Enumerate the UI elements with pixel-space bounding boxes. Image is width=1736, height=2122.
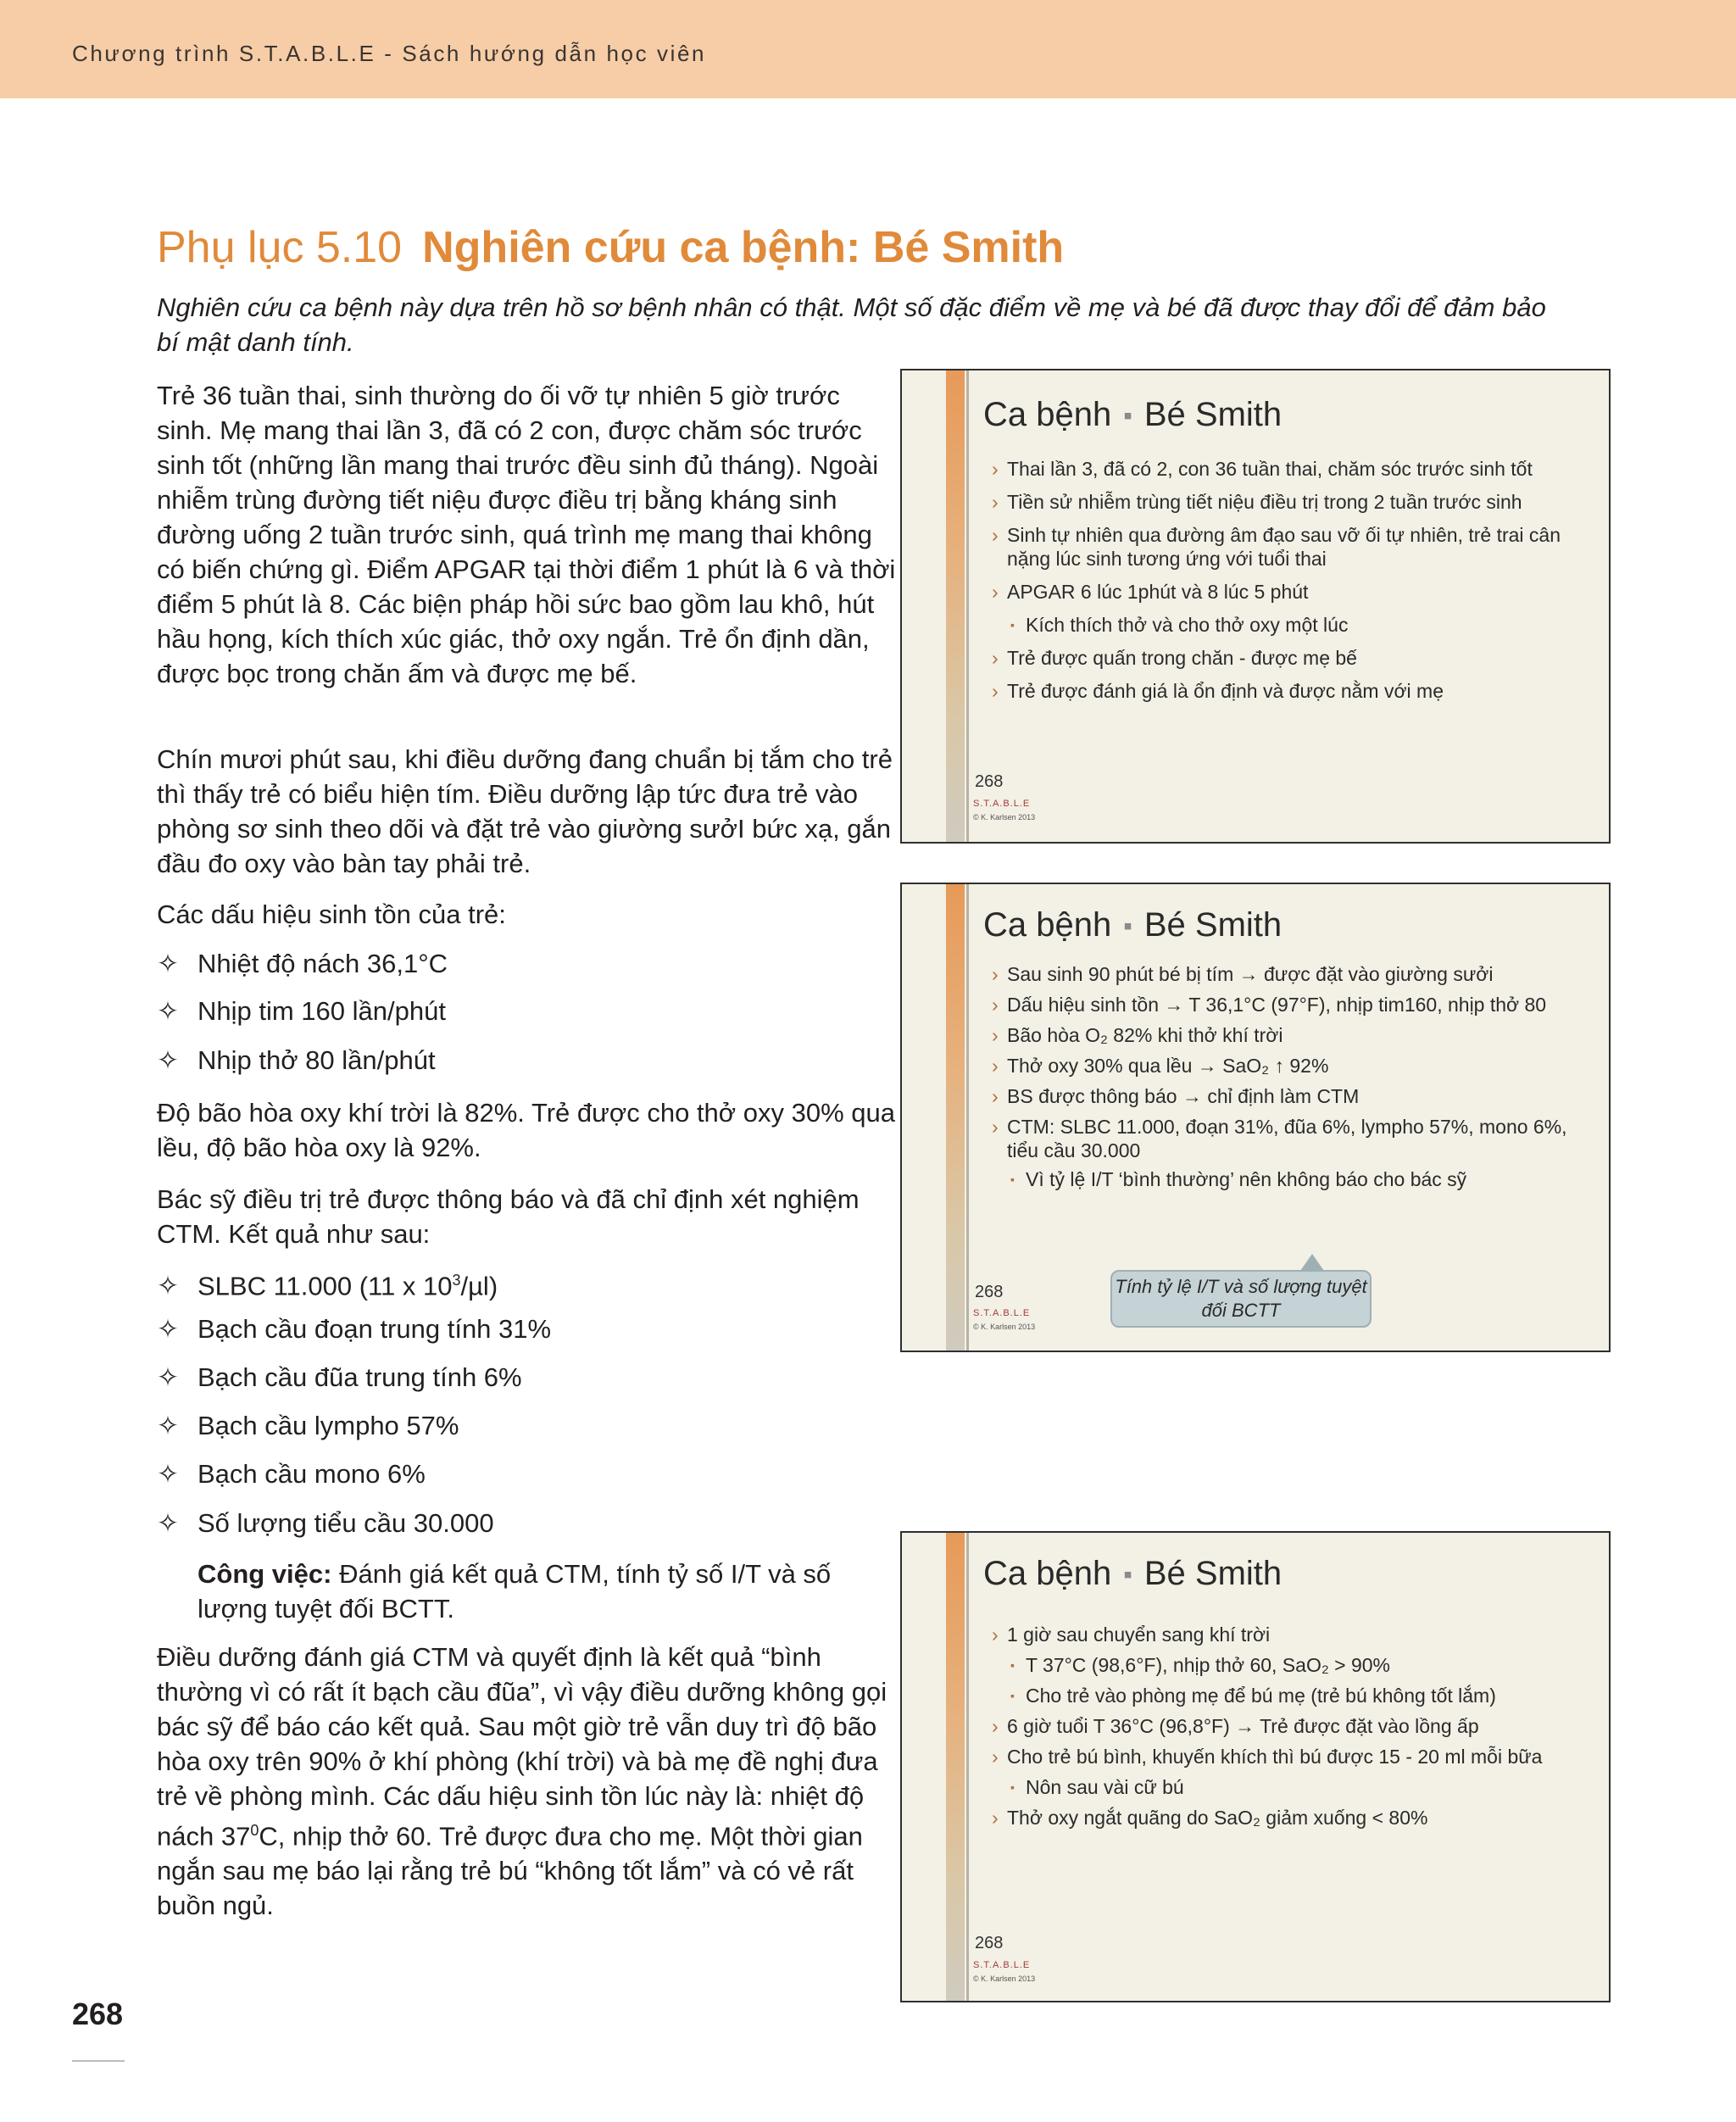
slide-item: › Thở oxy 30% qua lều → SaO₂ ↑ 92% xyxy=(992,1054,1585,1078)
slide-title-left: Ca bệnh xyxy=(983,1555,1112,1592)
slide-item: › Thở oxy ngắt quãng do SaO₂ giảm xuống < 80% xyxy=(992,1806,1585,1830)
list-item-text: Nhịp tim 160 lần/phút xyxy=(198,996,446,1026)
slide-page-number: 268 xyxy=(975,1934,1004,1952)
running-header: Chương trình S.T.A.B.L.E - Sách hướng dẫn học viên xyxy=(72,41,707,66)
paragraph-text: Bác sỹ điều trị trẻ được thông báo và đã chỉ định xét nghiệm CTM. Kết quả như sau: xyxy=(157,1184,860,1249)
slide-list xyxy=(992,457,1585,712)
slide-title-right: Bé Smith xyxy=(1143,1555,1283,1592)
slide-item: › 1 giờ sau chuyển sang khí trời xyxy=(992,1623,1585,1646)
slide-page-number: 268 xyxy=(975,772,1004,791)
vitals-intro xyxy=(157,897,899,932)
slide-item: › Sinh tự nhiên qua đường âm đạo sau vỡ ối tự nhiên, trẻ trai cân nặng lúc sinh tương ứng với tuổi thai xyxy=(992,523,1585,571)
stable-logo-caption: © K. Karlsen 2013 xyxy=(973,813,1036,822)
list-item xyxy=(157,1506,494,1540)
slide-item: › APGAR 6 lúc 1phút và 8 lúc 5 phút xyxy=(992,580,1585,604)
task-text: Đánh giá kết quả CTM, tính tỷ số I/T và số lượng tuyệt đối BCTT. xyxy=(198,1559,832,1624)
paragraph-text: Các dấu hiệu sinh tồn của trẻ: xyxy=(157,899,506,929)
slide-item: › Thai lần 3, đã có 2, con 36 tuần thai, chăm sóc trước sinh tốt xyxy=(992,457,1585,481)
slide-item: › Trẻ được đánh giá là ổn định và được nằm với mẹ xyxy=(992,679,1585,703)
list-item-text: Nhiệt độ nách 36,1°C xyxy=(198,949,448,978)
callout-pointer xyxy=(1300,1254,1324,1271)
list-item-text: Bạch cầu lympho 57% xyxy=(198,1411,459,1440)
stable-logo-caption: © K. Karlsen 2013 xyxy=(973,1323,1036,1331)
cbc-intro xyxy=(157,1182,899,1251)
list-item xyxy=(157,1408,459,1443)
paragraph-text: Độ bão hòa oxy khí trời là 82%. Trẻ được cho thở oxy 30% qua lều, độ bão hòa oxy là 92%. xyxy=(157,1098,895,1162)
list-item xyxy=(157,994,446,1028)
title-separator-icon: ▪ xyxy=(1123,912,1132,941)
slide-title-left: Ca bệnh xyxy=(983,396,1112,433)
case-paragraph-2 xyxy=(157,742,899,881)
slide-subitem: ▪ Kích thích thở và cho thở oxy một lúc xyxy=(992,613,1585,637)
footer-divider xyxy=(72,2060,125,2062)
star-bullet-icon: ✧ xyxy=(157,1314,179,1344)
slide-item: › Sau sinh 90 phút bé bị tím → được đặt vào giường sưởi xyxy=(992,962,1585,986)
list-item-text: Số lượng tiểu cầu 30.000 xyxy=(198,1508,494,1538)
slide-accent-line xyxy=(966,1533,969,2001)
slide-accent-bar xyxy=(946,370,965,842)
title-separator-icon: ▪ xyxy=(1123,1561,1132,1590)
list-item-text: /µl) xyxy=(460,1271,498,1301)
slide-title xyxy=(983,396,1282,434)
slide-title-right: Bé Smith xyxy=(1143,396,1283,433)
stable-logo: S.T.A.B.L.E xyxy=(973,799,1031,809)
stable-logo: S.T.A.B.L.E xyxy=(973,1308,1031,1318)
slide-title-left: Ca bệnh xyxy=(983,906,1112,944)
slide-title-right: Bé Smith xyxy=(1143,906,1283,944)
slide-subitem: ▪ Vì tỷ lệ I/T ‘bình thường’ nên không báo cho bác sỹ xyxy=(992,1167,1585,1191)
slide-accent-line xyxy=(966,884,969,1351)
list-item xyxy=(157,946,448,981)
page-number: 268 xyxy=(72,1997,124,2031)
list-item-text: Bạch cầu mono 6% xyxy=(198,1459,426,1489)
case-paragraph-1 xyxy=(157,378,899,691)
list-item xyxy=(157,1312,551,1346)
list-item xyxy=(157,1263,498,1303)
star-bullet-icon: ✧ xyxy=(157,949,179,978)
callout-note: Tính tỷ lệ I/T và số lượng tuyệt đối BCTT xyxy=(1110,1270,1372,1328)
list-item-text: Bạch cầu đũa trung tính 6% xyxy=(198,1362,522,1392)
title-separator-icon: ▪ xyxy=(1123,402,1132,431)
slide-list xyxy=(992,962,1585,1200)
paragraph-text: Chín mươi phút sau, khi điều dưỡng đang chuẩn bị tắm cho trẻ thì thấy trẻ có biểu hiện tím. Điều dưỡng lập tức đưa trẻ vào phòng sơ sinh theo dõi và đặt trẻ vào giường sưởI bức xạ, gắn đầu đo oxy vào bàn tay phải trẻ. xyxy=(157,744,893,878)
appendix-number: Phụ lục 5.10 xyxy=(157,223,403,272)
slide-item: › Bão hòa O₂ 82% khi thở khí trời xyxy=(992,1023,1585,1047)
paragraph-text xyxy=(157,1640,899,1923)
slide-subitem: ▪ T 37°C (98,6°F), nhịp thở 60, SaO₂ > 90% xyxy=(992,1653,1585,1677)
paragraph-text-part: Điều dưỡng đánh giá CTM và quyết định là kết quả “bình thường vì có rất ít bạch cầu đũa”, vì vậy điều dưỡng không gọi bác sỹ để báo cáo kết quả. Sau một giờ trẻ vẫn duy trì độ bão hòa oxy trên 90% ở khí phòng (khí trời) và bà mẹ đề nghị đưa trẻ về phòng mình. Các dấu hiệu sinh tồn lúc này là: nhiệt độ nách 37 xyxy=(157,1642,887,1852)
slide-accent-line xyxy=(966,370,969,842)
slide-title xyxy=(983,1555,1282,1593)
superscript: 0 xyxy=(250,1822,259,1839)
stable-logo: S.T.A.B.L.E xyxy=(973,1960,1031,1970)
list-item xyxy=(157,1456,426,1491)
star-bullet-icon: ✧ xyxy=(157,1271,179,1301)
slide-item: › CTM: SLBC 11.000, đoạn 31%, đũa 6%, lympho 57%, mono 6%, tiểu cầu 30.000 xyxy=(992,1115,1585,1162)
paragraph-text-part: C, nhịp thở 60. Trẻ được đưa cho mẹ. Một thời gian ngắn sau mẹ báo lại rằng trẻ bú “không tốt lắm” và có vẻ rất buồn ngủ. xyxy=(157,1821,863,1921)
list-item xyxy=(157,1043,436,1078)
slide-page-number: 268 xyxy=(975,1283,1004,1301)
star-bullet-icon: ✧ xyxy=(157,996,179,1026)
star-bullet-icon: ✧ xyxy=(157,1508,179,1538)
appendix-title: Nghiên cứu ca bệnh: Bé Smith xyxy=(422,223,1065,272)
task-note xyxy=(198,1557,893,1626)
intro-note: Nghiên cứu ca bệnh này dựa trên hồ sơ bệnh nhân có thật. Một số đặc điểm về mẹ và bé đã được thay đổi để đảm bảo bí mật danh tính. xyxy=(157,292,1546,357)
slide-item: › 6 giờ tuổi T 36°C (96,8°F) → Trẻ được đặt vào lồng ấp xyxy=(992,1714,1585,1738)
slide-accent-bar xyxy=(946,884,965,1351)
slide-list xyxy=(992,1623,1585,1839)
oxygen-paragraph xyxy=(157,1095,899,1165)
star-bullet-icon: ✧ xyxy=(157,1411,179,1440)
slide-item: › Dấu hiệu sinh tồn → T 36,1°C (97°F), nhịp tim160, nhịp thở 80 xyxy=(992,993,1585,1016)
paragraph-text: Trẻ 36 tuần thai, sinh thường do ối vỡ tự nhiên 5 giờ trước sinh. Mẹ mang thai lần 3, đã có 2 con, được chăm sóc trước sinh tốt (những lần mang thai trước đều sinh đủ tháng). Ngoài nhiễm trùng đường tiết niệu được điều trị bằng kháng sinh đường uống 2 tuần trước sinh, quá trình mẹ mang thai không có biến chứng gì. Điểm APGAR tại thời điểm 1 phút là 6 và thời điểm 5 phút là 8. Các biện pháp hồi sức bao gồm lau khô, hút hầu họng, kích thích xúc giác, thở oxy ngắn. Trẻ ổn định dần, được bọc trong chăn ấm và được mẹ bế. xyxy=(157,381,896,688)
list-item-text: SLBC 11.000 (11 x 10 xyxy=(198,1271,453,1301)
slide-item: › Cho trẻ bú bình, khuyến khích thì bú được 15 - 20 ml mỗi bữa xyxy=(992,1745,1585,1768)
list-item-text: Bạch cầu đoạn trung tính 31% xyxy=(198,1314,552,1344)
slide-2 xyxy=(900,883,1611,1352)
slide-accent-bar xyxy=(946,1533,965,2001)
slide-item: › Tiền sử nhiễm trùng tiết niệu điều trị trong 2 tuần trước sinh xyxy=(992,490,1585,514)
superscript: 3 xyxy=(452,1272,461,1289)
slide-item: › Trẻ được quấn trong chăn - được mẹ bế xyxy=(992,646,1585,670)
stable-logo-caption: © K. Karlsen 2013 xyxy=(973,1974,1036,1983)
slide-item: › BS được thông báo → chỉ định làm CTM xyxy=(992,1084,1585,1108)
page-title xyxy=(157,222,1064,273)
slide-subitem: ▪ Nôn sau vài cữ bú xyxy=(992,1775,1585,1799)
list-item-text: Nhịp thở 80 lần/phút xyxy=(198,1045,436,1075)
star-bullet-icon: ✧ xyxy=(157,1362,179,1392)
task-label: Công việc: xyxy=(198,1559,332,1589)
slide-1 xyxy=(900,369,1611,844)
star-bullet-icon: ✧ xyxy=(157,1459,179,1489)
slide-3 xyxy=(900,1531,1611,2002)
list-item xyxy=(157,1360,522,1395)
slide-title xyxy=(983,906,1282,944)
slide-subitem: ▪ Cho trẻ vào phòng mẹ để bú mẹ (trẻ bú không tốt lắm) xyxy=(992,1684,1585,1707)
case-paragraph-5 xyxy=(157,1640,899,1923)
star-bullet-icon: ✧ xyxy=(157,1045,179,1075)
